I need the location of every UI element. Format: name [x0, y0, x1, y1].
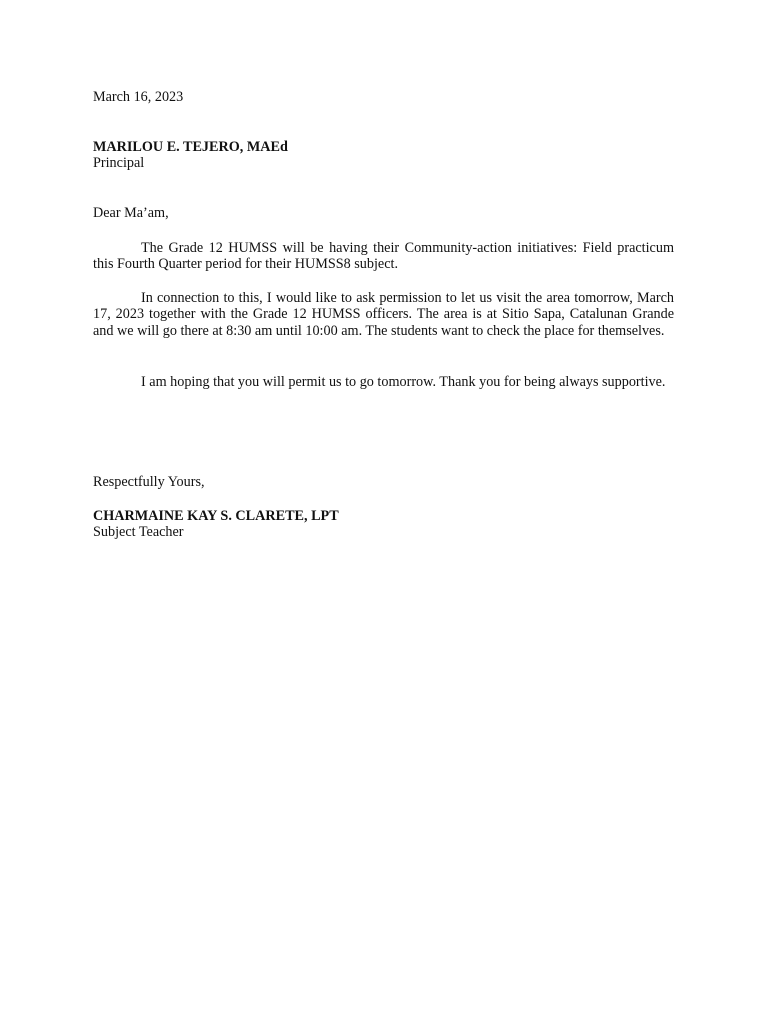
recipient-title: Principal: [93, 155, 145, 172]
date-text: March 16, 2023: [93, 89, 184, 105]
salutation-text: Dear Ma’am,: [93, 205, 169, 221]
closing-text: Respectfully Yours,: [93, 474, 205, 490]
body-paragraph-1: The Grade 12 HUMSS will be having their Community-action initiatives: Field practicum this Fourth Quarter period for their HUMSS8 subject.: [93, 240, 674, 273]
recipient-name: MARILOU E. TEJERO, MAEd: [93, 139, 288, 155]
salutation: [93, 205, 674, 221]
signature-block: [93, 508, 674, 541]
body-paragraph-2: In connection to this, I would like to ask permission to let us visit the area tomorrow, March 17, 2023 together with the Grade 12 HUMSS officers. The area is at Sitio Sapa, Catalunan Grande and we will go there at 8:30 am until 10:00 am. The students want to check the place for themselves.: [93, 290, 674, 339]
sender-title: Subject Teacher: [93, 524, 184, 541]
body-paragraph-3: I am hoping that you will permit us to go tomorrow. Thank you for being always supportive.: [141, 374, 666, 390]
letter-date: [93, 89, 674, 105]
closing: [93, 474, 674, 490]
recipient-block: [93, 139, 674, 172]
sender-name: CHARMAINE KAY S. CLARETE, LPT: [93, 508, 339, 524]
